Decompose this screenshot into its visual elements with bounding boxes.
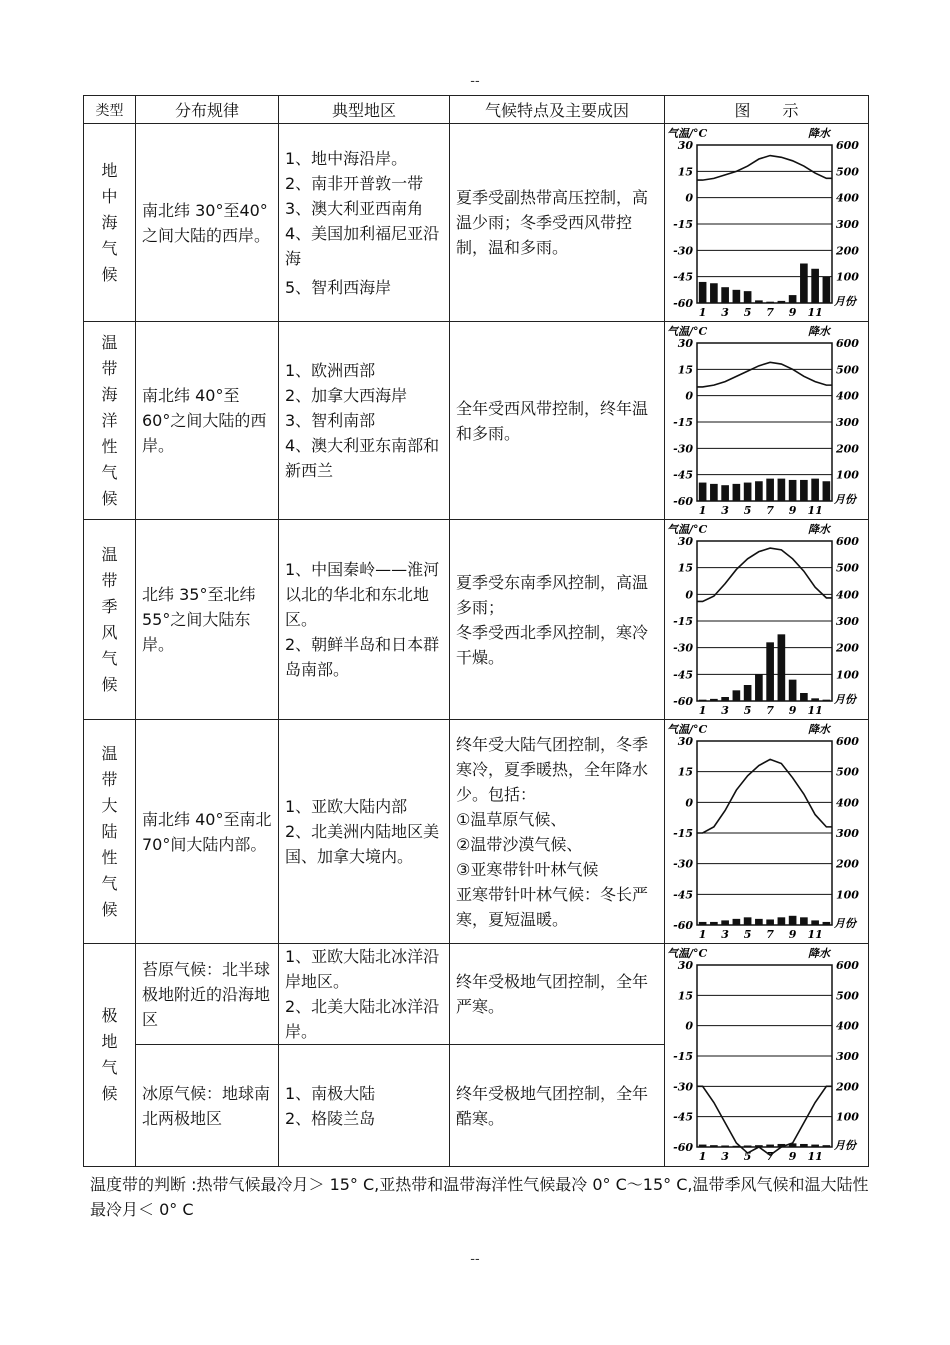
precip-bar	[766, 919, 774, 925]
header-distribution: 分布规律	[136, 96, 279, 124]
type-oceanic: 温 带 海 洋 性 气 候	[84, 322, 136, 520]
temperature-curve	[697, 548, 832, 601]
month-axis-label: 月份	[834, 294, 856, 308]
precip-bar	[699, 699, 707, 700]
precip-tick-label: 200	[836, 243, 859, 257]
row-mediterranean	[84, 124, 869, 322]
month-axis-label: 月份	[834, 692, 856, 706]
temp-axis-label: 气温/°C	[667, 947, 708, 960]
distribution-continental: 南北纬 40°至南北 70°间大陆内部。	[142, 809, 272, 854]
temp-axis-label: 气温/°C	[667, 324, 708, 338]
precip-tick-label: 100	[836, 270, 859, 284]
temp-axis-label: 气温/°C	[667, 722, 708, 736]
precip-bar	[766, 478, 774, 500]
precip-bar	[811, 698, 819, 701]
precip-bar	[721, 1145, 729, 1147]
precip-tick-label: 100	[836, 887, 859, 901]
month-tick-label: 9	[788, 503, 797, 517]
temp-tick-label: -15	[673, 614, 693, 628]
precip-tick-label: 300	[836, 614, 859, 628]
temp-tick-label: -30	[673, 641, 693, 655]
month-tick-label: 7	[766, 927, 774, 941]
month-tick-label: 1	[698, 305, 707, 319]
month-tick-label: 9	[788, 1150, 797, 1163]
precip-bar	[744, 685, 752, 701]
precip-tick-label: 400	[836, 1019, 859, 1033]
month-tick-label: 5	[743, 305, 752, 319]
temp-tick-label: 15	[677, 164, 693, 178]
precip-tick-label: 300	[836, 415, 859, 429]
month-axis-label: 月份	[834, 916, 856, 930]
header-chart: 图 示	[665, 96, 869, 124]
month-tick-label: 7	[766, 703, 774, 717]
type-continental: 温 带 大 陆 性 气 候	[84, 720, 136, 944]
precip-tick-label: 500	[836, 164, 859, 178]
precip-bar	[811, 268, 819, 302]
precip-bar	[823, 699, 831, 700]
month-tick-label: 5	[743, 703, 752, 717]
precip-tick-label: 200	[836, 857, 859, 871]
climate-table	[83, 95, 869, 1167]
precip-bar	[766, 1145, 774, 1147]
month-tick-label: 9	[788, 305, 797, 319]
precip-bar	[710, 483, 718, 500]
precip-axis-label: 降水	[808, 947, 830, 960]
precip-bar	[755, 918, 763, 924]
precip-bar	[766, 301, 774, 302]
precip-bar	[744, 1145, 752, 1147]
month-tick-label: 1	[698, 1150, 707, 1163]
month-tick-label: 3	[721, 305, 729, 319]
precip-tick-label: 400	[836, 389, 859, 403]
precip-bar	[823, 921, 831, 924]
precip-bar	[778, 300, 786, 302]
precip-bar	[744, 291, 752, 303]
precip-axis-label: 降水	[808, 722, 830, 736]
temp-tick-label: 30	[677, 336, 693, 350]
precip-bar	[823, 481, 831, 501]
precip-tick-label: 400	[836, 191, 859, 205]
temp-tick-label: -60	[673, 918, 693, 932]
type-mediterranean: 地 中 海 气 候	[84, 124, 136, 322]
precip-bar	[789, 295, 797, 303]
precip-bar	[755, 674, 763, 701]
temp-tick-label: -60	[673, 494, 693, 508]
precip-bar	[800, 693, 808, 701]
month-tick-label: 7	[766, 1150, 774, 1163]
precip-bar	[733, 690, 741, 701]
precip-bar	[755, 300, 763, 303]
temp-tick-label: -45	[673, 1110, 693, 1124]
precip-tick-label: 300	[836, 217, 859, 231]
precip-bar	[811, 478, 819, 500]
precip-bar	[823, 276, 831, 302]
precip-axis-label: 降水	[808, 126, 830, 140]
temp-tick-label: 15	[677, 561, 693, 575]
precip-bar	[721, 697, 729, 701]
regions-monsoon: 1、中国秦岭——淮河以北的华北和东北地区。 2、朝鲜半岛和日本群岛南部。	[285, 560, 440, 679]
temp-tick-label: -60	[673, 694, 693, 708]
type-monsoon: 温 带 季 风 气 候	[84, 520, 136, 720]
month-tick-label: 11	[807, 305, 823, 319]
precip-tick-label: 600	[836, 534, 859, 548]
precip-bar	[744, 917, 752, 925]
temp-tick-label: -30	[673, 1080, 693, 1094]
regions-mediterranean: 1、地中海沿岸。 2、南非开普敦一带 3、澳大利亚西南角 4、美国加利福尼亚沿海 5、智利西海岸	[285, 148, 440, 297]
precip-bar	[800, 479, 808, 500]
month-tick-label: 3	[721, 503, 729, 517]
distribution-icecap: 冰原气候：地球南北两极地区	[142, 1083, 271, 1128]
temp-tick-label: 15	[677, 989, 693, 1003]
precip-tick-label: 500	[836, 989, 859, 1003]
precip-bar	[710, 698, 718, 700]
precip-bar	[721, 920, 729, 925]
chart-continental	[665, 721, 868, 943]
temp-tick-label: 30	[677, 534, 693, 548]
header-row	[84, 96, 869, 124]
precip-bar	[800, 917, 808, 925]
month-tick-label: 11	[807, 703, 823, 717]
precip-bar	[755, 481, 763, 501]
precip-bar	[699, 1145, 707, 1147]
feature-oceanic: 全年受西风带控制，终年温和多雨。	[456, 398, 649, 443]
precip-bar	[710, 921, 718, 924]
temp-tick-label: 30	[677, 959, 693, 972]
temp-tick-label: -60	[673, 296, 693, 310]
precip-bar	[800, 263, 808, 303]
temp-tick-label: -60	[673, 1141, 693, 1154]
temperature-curve	[697, 362, 832, 387]
temp-tick-label: -45	[673, 667, 693, 681]
precip-bar	[699, 281, 707, 302]
month-tick-label: 3	[721, 927, 729, 941]
temp-tick-label: -45	[673, 270, 693, 284]
precip-bar	[733, 483, 741, 500]
distribution-monsoon: 北纬 35°至北纬 55°之间大陆东岸。	[142, 585, 256, 654]
temp-tick-label: -30	[673, 857, 693, 871]
temp-axis-label: 气温/°C	[667, 522, 708, 536]
temp-tick-label: 30	[677, 138, 693, 152]
distribution-mediterranean: 南北纬 30°至40°之间大陆的西岸。	[142, 200, 271, 245]
precip-bar	[823, 1145, 831, 1147]
month-axis-label: 月份	[834, 492, 856, 506]
precip-bar	[699, 482, 707, 500]
precip-tick-label: 500	[836, 362, 859, 376]
header-feature: 气候特点及主要成因	[450, 96, 665, 124]
precip-bar	[699, 921, 707, 924]
temp-tick-label: 15	[677, 765, 693, 779]
feature-monsoon: 夏季受东南季风控制，高温多雨； 冬季受西北季风控制，寒冷干燥。	[456, 572, 649, 667]
chart-oceanic	[665, 323, 868, 519]
precip-tick-label: 400	[836, 795, 859, 809]
month-tick-label: 3	[721, 1150, 729, 1163]
temp-tick-label: 30	[677, 734, 693, 748]
precip-bar	[721, 287, 729, 303]
month-tick-label: 11	[807, 503, 823, 517]
footer-note: 温度带的判断 :热带气候最冷月＞ 15° C,亚热带和温带海洋性气候最冷 0° C～15° C,温带季风气候和温大陆性最冷月＜ 0° C	[90, 1175, 869, 1219]
feature-continental: 终年受大陆气团控制，冬季寒冷，夏季暖热，全年降水少。包括： ①温草原气候、 ②温带沙漠气候、 ③亚寒带针叶林气候 亚寒带针叶林气候：冬长严寒，夏短温暖。	[456, 734, 649, 929]
temp-tick-label: -15	[673, 217, 693, 231]
precip-bar	[766, 642, 774, 701]
month-tick-label: 3	[721, 703, 729, 717]
precip-bar	[721, 485, 729, 501]
temp-tick-label: 0	[685, 1019, 693, 1033]
precip-bar	[778, 478, 786, 500]
temperature-curve	[697, 759, 832, 833]
temp-tick-label: -45	[673, 468, 693, 482]
precip-tick-label: 100	[836, 667, 859, 681]
precip-tick-label: 300	[836, 826, 859, 840]
precip-tick-label: 200	[836, 441, 859, 455]
precip-tick-label: 500	[836, 765, 859, 779]
temp-tick-label: 0	[685, 795, 693, 809]
precip-bar	[733, 918, 741, 924]
precip-bar	[789, 915, 797, 924]
month-tick-label: 7	[766, 305, 774, 319]
precip-tick-label: 300	[836, 1050, 859, 1063]
month-tick-label: 11	[807, 1150, 823, 1163]
precip-tick-label: 600	[836, 959, 859, 972]
temp-tick-label: -15	[673, 826, 693, 840]
precip-tick-label: 500	[836, 561, 859, 575]
regions-oceanic: 1、欧洲西部 2、加拿大西海岸 3、智利南部 4、澳大利亚东南部和新西兰	[285, 361, 440, 480]
precip-bar	[789, 479, 797, 500]
precip-tick-label: 200	[836, 1080, 859, 1094]
temp-tick-label: 0	[685, 191, 693, 205]
precip-tick-label: 400	[836, 587, 859, 601]
precip-tick-label: 600	[836, 336, 859, 350]
temp-tick-label: 0	[685, 389, 693, 403]
precip-bar	[733, 289, 741, 302]
precip-bar	[710, 1145, 718, 1147]
feature-mediterranean: 夏季受副热带高压控制，高温少雨；冬季受西风带控制，温和多雨。	[456, 188, 649, 257]
regions-continental: 1、亚欧大陆内部 2、北美洲内陆地区美国、加拿大境内。	[285, 797, 440, 866]
temp-tick-label: -30	[673, 441, 693, 455]
precip-bar	[800, 1144, 808, 1147]
month-tick-label: 9	[788, 927, 797, 941]
precip-bar	[811, 1145, 819, 1147]
month-tick-label: 5	[743, 1150, 752, 1163]
precip-tick-label: 600	[836, 734, 859, 748]
month-tick-label: 1	[698, 503, 707, 517]
precip-tick-label: 200	[836, 641, 859, 655]
temperature-curve	[697, 155, 832, 180]
precip-bar	[744, 482, 752, 500]
temp-tick-label: 15	[677, 362, 693, 376]
month-axis-label: 月份	[834, 1139, 856, 1152]
month-tick-label: 1	[698, 703, 707, 717]
precip-bar	[789, 679, 797, 700]
precip-bar	[778, 634, 786, 701]
month-tick-label: 7	[766, 503, 774, 517]
bottom-page-mark: --	[470, 1252, 480, 1267]
header-region: 典型地区	[279, 96, 450, 124]
row-continental	[84, 720, 869, 944]
precip-bar	[778, 917, 786, 925]
precip-tick-label: 600	[836, 138, 859, 152]
precip-axis-label: 降水	[808, 324, 830, 338]
temp-axis-label: 气温/°C	[667, 126, 708, 140]
temp-tick-label: -15	[673, 1050, 693, 1063]
feature-icecap: 终年受极地气团控制，全年酷寒。	[456, 1083, 649, 1128]
precip-bar	[811, 920, 819, 925]
row-polar-tundra	[84, 944, 869, 1045]
precip-tick-label: 100	[836, 1110, 859, 1124]
regions-icecap: 1、南极大陆 2、格陵兰岛	[285, 1083, 376, 1128]
month-tick-label: 5	[743, 927, 752, 941]
regions-tundra: 1、亚欧大陆北冰洋沿岸地区。 2、北美大陆北冰洋沿岸。	[285, 947, 440, 1041]
precip-bar	[710, 283, 718, 303]
temp-tick-label: 0	[685, 587, 693, 601]
row-oceanic	[84, 322, 869, 520]
month-tick-label: 9	[788, 703, 797, 717]
temp-tick-label: -30	[673, 243, 693, 257]
month-tick-label: 11	[807, 927, 823, 941]
top-page-mark: --	[470, 74, 480, 89]
month-tick-label: 5	[743, 503, 752, 517]
feature-tundra: 终年受极地气团控制，全年严寒。	[456, 972, 649, 1016]
header-type: 类型	[84, 96, 136, 124]
distribution-oceanic: 南北纬 40°至 60°之间大陆的西岸。	[142, 386, 267, 455]
distribution-tundra: 苔原气候：北半球极地附近的沿海地区	[142, 959, 271, 1029]
month-tick-label: 1	[698, 927, 707, 941]
temp-tick-label: -45	[673, 887, 693, 901]
chart-mediterranean	[665, 125, 868, 321]
precip-axis-label: 降水	[808, 522, 830, 536]
temp-tick-label: -15	[673, 415, 693, 429]
chart-monsoon	[665, 521, 868, 719]
type-polar: 极 地 气 候	[84, 944, 136, 1167]
chart-polar	[665, 945, 868, 1165]
row-monsoon	[84, 520, 869, 720]
precip-tick-label: 100	[836, 468, 859, 482]
